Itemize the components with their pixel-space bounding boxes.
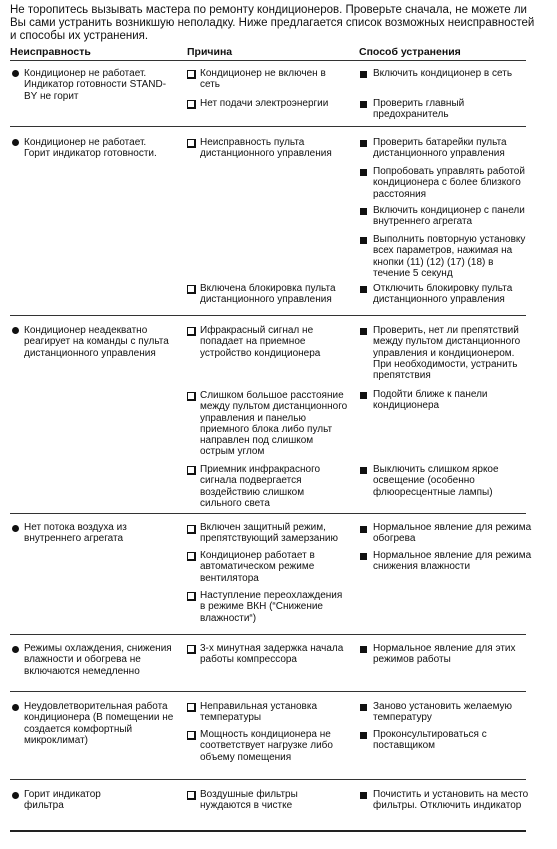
row-divider <box>10 691 526 692</box>
fault-bullet-icon <box>12 326 19 337</box>
square-bullet-icon <box>360 207 367 218</box>
remedy-text: Проверить главный предохранитель <box>373 98 465 121</box>
fault-text: Кондиционер не работает. Индикатор готовности STAND-BY не горит <box>24 68 167 102</box>
fault-bullet-icon <box>12 703 19 714</box>
square-bullet-icon <box>360 236 367 247</box>
fault-bullet-icon <box>12 524 19 535</box>
remedy-text: Отключить блокировку пульта дистанционного управления <box>373 283 513 306</box>
checkbox-icon <box>187 327 196 339</box>
square-bullet-icon <box>360 525 367 536</box>
remedy-text: Выполнить повторную установку всех параметров, нажимая на кнопки (11) (12) (17) (18) в течение 5 секунд <box>373 234 526 279</box>
checkbox-icon <box>187 466 196 478</box>
square-bullet-icon <box>360 391 367 402</box>
square-bullet-icon <box>360 285 367 296</box>
fault-bullet-icon <box>12 138 19 149</box>
remedy-text: Нормальное явление для этих режимов работы <box>373 643 516 666</box>
checkbox-icon <box>187 525 196 537</box>
fault-bullet-icon <box>12 791 19 802</box>
column-header-fault: Неисправность <box>10 46 91 58</box>
intro-paragraph: Не торопитесь вызывать мастера по ремонту кондиционеров. Проверьте сначала, не можете ли Вы сами устранить возникшую неполадку. Ниже предлагается список возможных неисправностей и способы их устранения. <box>10 4 535 42</box>
remedy-text: Проконсультироваться с поставщиком <box>373 729 487 752</box>
remedy-text: Заново установить желаемую температуру <box>373 701 513 724</box>
remedy-text: Попробовать управлять работой кондиционера с более близкого расстояния <box>373 166 525 200</box>
fault-text: Нет потока воздуха из внутреннего агрегата <box>24 522 127 545</box>
checkbox-icon <box>187 703 196 715</box>
square-bullet-icon <box>360 466 367 477</box>
remedy-text: Включить кондиционер в сеть <box>373 68 513 79</box>
cause-text: Кондиционер не включен в сеть <box>200 68 326 91</box>
cause-text: Кондиционер работает в автоматическом режиме вентилятора <box>200 550 315 584</box>
cause-text: Воздушные фильтры нуждаются в чистке <box>200 789 298 812</box>
square-bullet-icon <box>360 168 367 179</box>
row-divider <box>10 779 526 780</box>
square-bullet-icon <box>360 731 367 742</box>
cause-text: 3-х минутная задержка начала работы компрессора <box>200 643 344 666</box>
column-header-cause: Причина <box>187 46 233 58</box>
fault-text: Режимы охлаждения, снижения влажности и обогрева не включаются немедленно <box>24 643 172 677</box>
remedy-text: Выключить слишком яркое освещение (особенно флюоресцентные лампы) <box>373 464 499 498</box>
remedy-text: Проверить батарейки пульта дистанционного управления <box>373 137 507 160</box>
checkbox-icon <box>187 285 196 297</box>
square-bullet-icon <box>360 139 367 150</box>
row-divider <box>10 634 526 635</box>
checkbox-icon <box>187 100 196 112</box>
column-header-remedy: Способ устранения <box>359 46 461 58</box>
checkbox-icon <box>187 791 196 803</box>
cause-text: Включена блокировка пульта дистанционного управления <box>200 283 336 306</box>
cause-text: Неправильная установка температуры <box>200 701 318 724</box>
cause-text: Приемник инфракрасного сигнала подвергается воздействию слишком сильного света <box>200 464 321 509</box>
square-bullet-icon <box>360 552 367 563</box>
cause-text: Слишком большое расстояние между пультом дистанционного управления и панелью приемного блока либо пульт направлен под слишком острым углом <box>200 390 348 458</box>
cause-text: Мощность кондиционера не соответствует нагрузке либо объему помещения <box>200 729 333 763</box>
checkbox-icon <box>187 70 196 82</box>
cause-text: Наступление переохлаждения в режиме ВКН (“Снижение влажности“) <box>200 590 343 624</box>
row-divider <box>10 126 526 127</box>
header-divider <box>10 60 526 61</box>
cause-text: Неисправность пульта дистанционного управления <box>200 137 332 160</box>
checkbox-icon <box>187 139 196 151</box>
remedy-text: Включить кондиционер с панели внутреннего агрегата <box>373 205 525 228</box>
checkbox-icon <box>187 552 196 564</box>
table-bottom-rule <box>10 830 526 832</box>
square-bullet-icon <box>360 791 367 802</box>
remedy-text: Нормальное явление для режима снижения влажности <box>373 550 532 573</box>
cause-text: Включен защитный режим, препятствующий замерзанию <box>200 522 338 545</box>
fault-text: Неудовлетворительная работа кондиционера (В помещении не создается комфортный микроклимат) <box>24 701 174 746</box>
checkbox-icon <box>187 645 196 657</box>
fault-text: Горит индикатор фильтра <box>24 789 101 812</box>
square-bullet-icon <box>360 703 367 714</box>
remedy-text: Подойти ближе к панели кондиционера <box>373 389 488 412</box>
row-divider <box>10 513 526 514</box>
square-bullet-icon <box>360 70 367 81</box>
checkbox-icon <box>187 392 196 404</box>
checkbox-icon <box>187 731 196 743</box>
cause-text: Ифракрасный сигнал не попадает на приемное устройство кондиционера <box>200 325 321 359</box>
checkbox-icon <box>187 592 196 604</box>
remedy-text: Нормальное явление для режима обогрева <box>373 522 532 545</box>
fault-bullet-icon <box>12 69 19 80</box>
remedy-text: Проверить, нет ли препятствий между пультом дистанционного управления и кондиционером. При необходимости, устранить препятствия <box>373 325 521 382</box>
square-bullet-icon <box>360 327 367 338</box>
square-bullet-icon <box>360 100 367 111</box>
row-divider <box>10 315 526 316</box>
fault-bullet-icon <box>12 645 19 656</box>
fault-text: Кондиционер не работает. Горит индикатор готовности. <box>24 137 157 160</box>
fault-text: Кондиционер неадекватно реагирует на команды с пульта дистанционного управления <box>24 325 169 359</box>
remedy-text: Почистить и установить на место фильтры. Отключить индикатор <box>373 789 529 812</box>
cause-text: Нет подачи электроэнергии <box>200 98 329 109</box>
square-bullet-icon <box>360 645 367 656</box>
